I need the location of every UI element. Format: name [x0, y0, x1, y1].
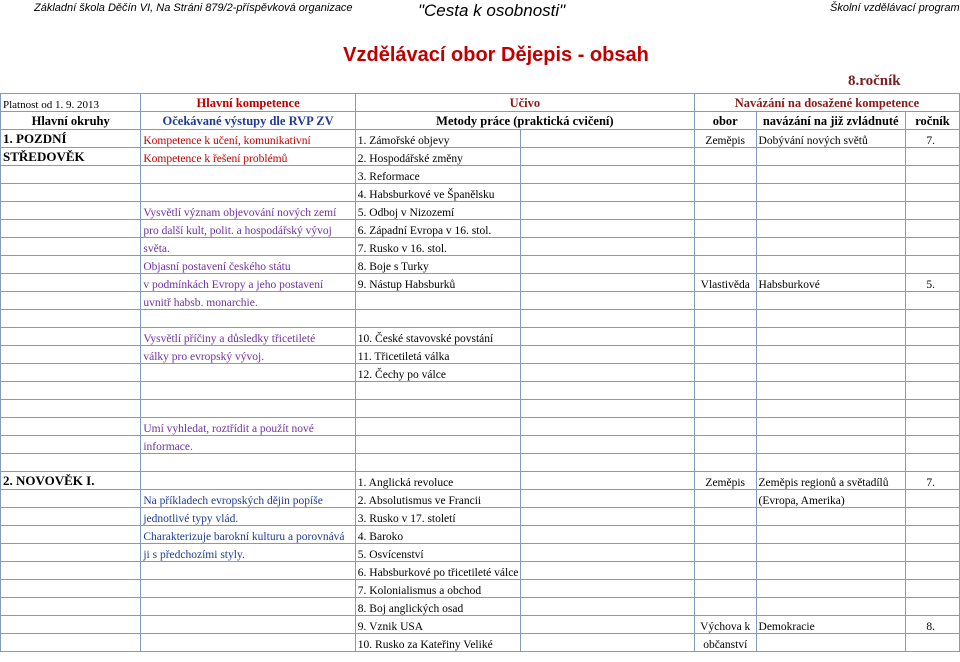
cell-a — [1, 616, 141, 634]
cell-d — [521, 580, 695, 598]
table-body — [1, 130, 960, 652]
cell-e — [694, 508, 756, 526]
cell-d — [521, 454, 695, 472]
cell-f — [756, 454, 905, 472]
table-row — [1, 202, 960, 220]
cell-f — [756, 436, 905, 454]
header-metody: Metody práce (praktická cvičení) — [355, 112, 694, 130]
cell-d — [521, 184, 695, 202]
cell-b: Charakterizuje barokní kulturu a porovnává — [141, 526, 355, 544]
cell-f — [756, 634, 905, 652]
cell-f — [756, 256, 905, 274]
cell-a — [1, 364, 141, 382]
cell-e: Zeměpis — [694, 130, 756, 148]
cell-f: Zeměpis regionů a světadílů — [756, 472, 905, 490]
cell-g: 5. — [905, 274, 959, 292]
cell-f — [756, 184, 905, 202]
table-row — [1, 184, 960, 202]
cell-a — [1, 220, 141, 238]
cell-b — [141, 364, 355, 382]
cell-a — [1, 634, 141, 652]
cell-e: Výchova k — [694, 616, 756, 634]
table-row — [1, 508, 960, 526]
cell-a — [1, 382, 141, 400]
cell-e — [694, 310, 756, 328]
cell-c: 5. Odboj v Nizozemí — [355, 202, 521, 220]
cell-d — [521, 328, 695, 346]
cell-a — [1, 526, 141, 544]
cell-a — [1, 238, 141, 256]
cell-f: (Evropa, Amerika) — [756, 490, 905, 508]
curriculum-table — [0, 93, 960, 652]
table-row — [1, 634, 960, 652]
cell-f — [756, 220, 905, 238]
cell-f — [756, 364, 905, 382]
cell-g — [905, 148, 959, 166]
table-row — [1, 436, 960, 454]
table-row — [1, 130, 960, 148]
cell-g — [905, 220, 959, 238]
cell-b — [141, 382, 355, 400]
cell-a — [1, 202, 141, 220]
cell-d — [521, 130, 695, 148]
cell-d — [521, 400, 695, 418]
cell-a — [1, 598, 141, 616]
table-row — [1, 382, 960, 400]
cell-b — [141, 454, 355, 472]
cell-e — [694, 202, 756, 220]
cell-a — [1, 328, 141, 346]
cell-f — [756, 508, 905, 526]
table-row — [1, 346, 960, 364]
cell-a — [1, 580, 141, 598]
cell-a: STŘEDOVĚK — [1, 148, 141, 166]
cell-b — [141, 562, 355, 580]
cell-g — [905, 166, 959, 184]
table-row — [1, 454, 960, 472]
cell-b — [141, 598, 355, 616]
cell-g — [905, 544, 959, 562]
header-navazani-zvladnute: navázání na již zvládnuté — [756, 112, 905, 130]
cell-a: 2. NOVOVĚK I. — [1, 472, 141, 490]
cell-b — [141, 184, 355, 202]
cell-b — [141, 634, 355, 652]
motto: "Cesta k osobnosti" — [418, 1, 566, 20]
cell-f — [756, 292, 905, 310]
cell-e: občanství — [694, 634, 756, 652]
table-row — [1, 418, 960, 436]
cell-c: 12. Čechy po válce — [355, 364, 521, 382]
cell-e — [694, 436, 756, 454]
cell-a — [1, 274, 141, 292]
cell-d — [521, 346, 695, 364]
cell-d — [521, 526, 695, 544]
cell-c — [355, 400, 521, 418]
cell-f — [756, 346, 905, 364]
cell-a — [1, 310, 141, 328]
cell-e — [694, 490, 756, 508]
cell-f: Dobývání nových světů — [756, 130, 905, 148]
cell-c: 7. Kolonialismus a obchod — [355, 580, 521, 598]
cell-b: Umí vyhledat, roztřídit a použít nové — [141, 418, 355, 436]
cell-e — [694, 382, 756, 400]
cell-d — [521, 382, 695, 400]
cell-g — [905, 634, 959, 652]
cell-b: Vysvětlí příčiny a důsledky třicetileté — [141, 328, 355, 346]
cell-f — [756, 238, 905, 256]
table-row — [1, 292, 960, 310]
cell-c: 7. Rusko v 16. stol. — [355, 238, 521, 256]
cell-a — [1, 256, 141, 274]
cell-f — [756, 562, 905, 580]
cell-b: Kompetence k řešení problémů — [141, 148, 355, 166]
cell-c — [355, 436, 521, 454]
table-row — [1, 472, 960, 490]
cell-a — [1, 490, 141, 508]
cell-c: 3. Reformace — [355, 166, 521, 184]
cell-f — [756, 526, 905, 544]
cell-b — [141, 580, 355, 598]
cell-d — [521, 256, 695, 274]
cell-a — [1, 544, 141, 562]
cell-f — [756, 598, 905, 616]
cell-g — [905, 436, 959, 454]
cell-b: války pro evropský vývoj. — [141, 346, 355, 364]
cell-g — [905, 508, 959, 526]
cell-f — [756, 580, 905, 598]
cell-d — [521, 436, 695, 454]
table-row — [1, 490, 960, 508]
program-name: Školní vzdělávací program — [830, 2, 960, 14]
table-row — [1, 166, 960, 184]
cell-e — [694, 346, 756, 364]
cell-b: ji s předchozími styly. — [141, 544, 355, 562]
table-row — [1, 310, 960, 328]
cell-c: 6. Habsburkové po třicetileté válce — [355, 562, 521, 580]
cell-g — [905, 238, 959, 256]
cell-c — [355, 454, 521, 472]
cell-c: 5. Osvícenství — [355, 544, 521, 562]
grade-label: 8.ročník — [848, 73, 901, 89]
cell-d — [521, 310, 695, 328]
cell-d — [521, 220, 695, 238]
cell-b: světa. — [141, 238, 355, 256]
cell-c: 10. České stavovské povstání — [355, 328, 521, 346]
cell-a — [1, 166, 141, 184]
cell-e — [694, 454, 756, 472]
cell-g — [905, 184, 959, 202]
cell-b: jednotlivé typy vlád. — [141, 508, 355, 526]
validity: Platnost od 1. 9. 2013 — [1, 94, 141, 112]
cell-a — [1, 346, 141, 364]
document-header — [0, 0, 960, 20]
header-navazani: Navázání na dosažené kompetence — [694, 94, 959, 112]
cell-b: informace. — [141, 436, 355, 454]
cell-e: Zeměpis — [694, 472, 756, 490]
school-name: Základní škola Děčín VI, Na Stráni 879/2-příspěvková organizace — [34, 2, 353, 14]
cell-b: uvnitř habsb. monarchie. — [141, 292, 355, 310]
cell-e — [694, 166, 756, 184]
cell-f — [756, 544, 905, 562]
cell-g — [905, 256, 959, 274]
cell-g — [905, 292, 959, 310]
cell-g — [905, 598, 959, 616]
cell-g — [905, 382, 959, 400]
cell-c: 1. Anglická revoluce — [355, 472, 521, 490]
cell-b: Vysvětlí význam objevování nových zemí — [141, 202, 355, 220]
cell-f — [756, 202, 905, 220]
cell-c: 11. Třicetiletá válka — [355, 346, 521, 364]
cell-d — [521, 472, 695, 490]
cell-e — [694, 220, 756, 238]
cell-a — [1, 454, 141, 472]
table-row — [1, 544, 960, 562]
cell-f — [756, 310, 905, 328]
cell-g — [905, 490, 959, 508]
cell-b: Na příkladech evropských dějin popíše — [141, 490, 355, 508]
header-row-1 — [1, 94, 960, 112]
cell-e — [694, 184, 756, 202]
table-row — [1, 328, 960, 346]
header-ucivo: Učivo — [355, 94, 694, 112]
cell-c: 6. Západní Evropa v 16. stol. — [355, 220, 521, 238]
table-row — [1, 598, 960, 616]
cell-d — [521, 166, 695, 184]
cell-f: Demokracie — [756, 616, 905, 634]
cell-e — [694, 364, 756, 382]
table-row — [1, 580, 960, 598]
cell-e — [694, 526, 756, 544]
cell-e — [694, 292, 756, 310]
cell-c — [355, 418, 521, 436]
cell-a — [1, 418, 141, 436]
cell-b: Kompetence k učení, komunikativní — [141, 130, 355, 148]
cell-d — [521, 544, 695, 562]
cell-d — [521, 274, 695, 292]
cell-g — [905, 364, 959, 382]
cell-a — [1, 292, 141, 310]
cell-d — [521, 418, 695, 436]
header-okruhy: Hlavní okruhy — [1, 112, 141, 130]
cell-g — [905, 346, 959, 364]
cell-c — [355, 310, 521, 328]
header-rocnik: ročník — [905, 112, 959, 130]
cell-c — [355, 292, 521, 310]
cell-g — [905, 310, 959, 328]
header-row-2 — [1, 112, 960, 130]
cell-d — [521, 292, 695, 310]
cell-g — [905, 454, 959, 472]
cell-c: 3. Rusko v 17. století — [355, 508, 521, 526]
cell-g — [905, 418, 959, 436]
cell-g — [905, 580, 959, 598]
table-row — [1, 274, 960, 292]
cell-c: 9. Nástup Habsburků — [355, 274, 521, 292]
header-vystupy: Očekávané výstupy dle RVP ZV — [141, 112, 355, 130]
header-obor: obor — [694, 112, 756, 130]
cell-c: 10. Rusko za Kateřiny Veliké — [355, 634, 521, 652]
cell-b — [141, 400, 355, 418]
table-row — [1, 400, 960, 418]
cell-b — [141, 166, 355, 184]
cell-e — [694, 562, 756, 580]
table-row — [1, 364, 960, 382]
cell-e — [694, 580, 756, 598]
cell-b: pro další kult, polit. a hospodářský vývoj — [141, 220, 355, 238]
cell-f — [756, 148, 905, 166]
cell-b — [141, 310, 355, 328]
cell-e: Vlastivěda — [694, 274, 756, 292]
cell-d — [521, 202, 695, 220]
cell-d — [521, 364, 695, 382]
cell-g — [905, 328, 959, 346]
cell-e — [694, 418, 756, 436]
cell-g — [905, 202, 959, 220]
table-row — [1, 256, 960, 274]
cell-e — [694, 328, 756, 346]
table-row — [1, 562, 960, 580]
cell-f — [756, 400, 905, 418]
table-row — [1, 526, 960, 544]
cell-f — [756, 166, 905, 184]
cell-e — [694, 598, 756, 616]
cell-d — [521, 508, 695, 526]
cell-b: v podmínkách Evropy a jeho postavení — [141, 274, 355, 292]
cell-d — [521, 148, 695, 166]
cell-e — [694, 544, 756, 562]
cell-g — [905, 400, 959, 418]
cell-b: Objasní postavení českého státu — [141, 256, 355, 274]
cell-c — [355, 382, 521, 400]
cell-c: 1. Zámořské objevy — [355, 130, 521, 148]
cell-d — [521, 562, 695, 580]
cell-e — [694, 256, 756, 274]
cell-c: 8. Boj anglických osad — [355, 598, 521, 616]
cell-e — [694, 148, 756, 166]
cell-g — [905, 562, 959, 580]
cell-g: 7. — [905, 472, 959, 490]
cell-f — [756, 328, 905, 346]
cell-c: 9. Vznik USA — [355, 616, 521, 634]
cell-d — [521, 616, 695, 634]
table-row — [1, 220, 960, 238]
cell-f: Habsburkové — [756, 274, 905, 292]
cell-d — [521, 598, 695, 616]
cell-a: 1. POZDNÍ — [1, 130, 141, 148]
table-row — [1, 148, 960, 166]
cell-c: 2. Hospodářské změny — [355, 148, 521, 166]
cell-d — [521, 634, 695, 652]
cell-b — [141, 616, 355, 634]
cell-d — [521, 238, 695, 256]
cell-f — [756, 382, 905, 400]
cell-e — [694, 238, 756, 256]
cell-a — [1, 184, 141, 202]
cell-f — [756, 418, 905, 436]
cell-b — [141, 472, 355, 490]
table-row — [1, 616, 960, 634]
cell-c: 4. Habsburkové ve Španělsku — [355, 184, 521, 202]
cell-a — [1, 508, 141, 526]
cell-a — [1, 562, 141, 580]
cell-a — [1, 436, 141, 454]
table-row — [1, 238, 960, 256]
cell-g: 7. — [905, 130, 959, 148]
cell-d — [521, 490, 695, 508]
cell-a — [1, 400, 141, 418]
cell-c: 2. Absolutismus ve Francii — [355, 490, 521, 508]
cell-e — [694, 400, 756, 418]
header-main-competence: Hlavní kompetence — [141, 94, 355, 112]
page-title: Vzdělávací obor Dějepis - obsah — [343, 44, 649, 66]
cell-g: 8. — [905, 616, 959, 634]
cell-c: 8. Boje s Turky — [355, 256, 521, 274]
cell-g — [905, 526, 959, 544]
cell-c: 4. Baroko — [355, 526, 521, 544]
